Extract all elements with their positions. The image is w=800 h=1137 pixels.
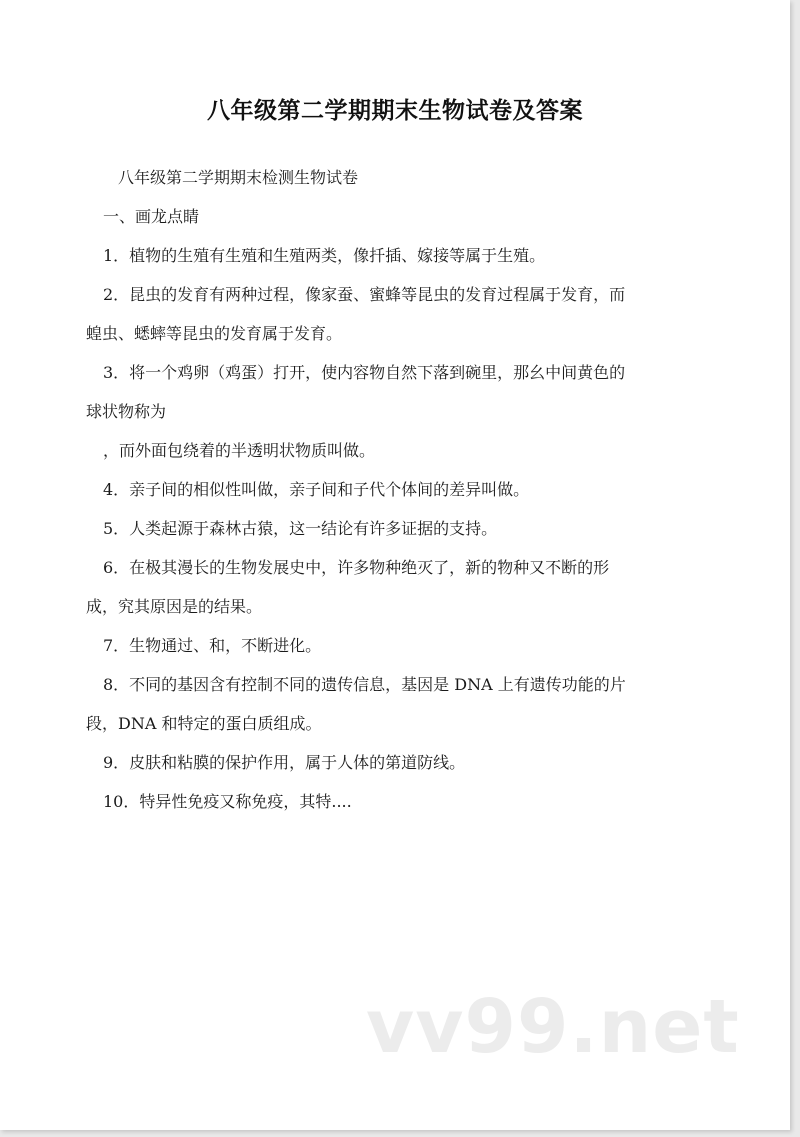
section-heading: 一、画龙点睛: [103, 207, 200, 226]
question-text: 10．特异性免疫又称免疫，其特....: [103, 792, 352, 811]
question-text: 3．将一个鸡卵（鸡蛋）打开，使内容物自然下落到碗里，那幺中间黄色的: [103, 363, 626, 382]
question-7: [86, 634, 706, 658]
document-body: [86, 166, 706, 829]
question-continuation: 段，DNA 和特定的蛋白质组成。: [86, 714, 322, 733]
question-continuation: 成，究其原因是的结果。: [86, 597, 263, 616]
question-8: [86, 673, 706, 736]
question-text: ，而外面包绕着的半透明状物质叫做。: [103, 441, 376, 460]
question-9: [86, 751, 706, 775]
question-1: [86, 244, 706, 268]
question-6: [86, 556, 706, 619]
question-text: 2．昆虫的发育有两种过程，像家蚕、蜜蜂等昆虫的发育过程属于发育，而: [103, 285, 626, 304]
question-text: 6．在极其漫长的生物发展史中，许多物种绝灭了，新的物种又不断的形: [103, 558, 610, 577]
question-text: 7．生物通过、和，不断进化。: [103, 636, 322, 655]
question-text: 5．人类起源于森林古猿，这一结论有许多证据的支持。: [103, 519, 498, 538]
question-3-cont: [86, 439, 706, 463]
question-10: [86, 790, 706, 814]
document-subtitle: 八年级第二学期期末检测生物试卷: [118, 168, 359, 187]
question-5: [86, 517, 706, 541]
question-text: 4．亲子间的相似性叫做，亲子间和子代个体间的差异叫做。: [103, 480, 530, 499]
question-4: [86, 478, 706, 502]
document-title: 八年级第二学期期末生物试卷及答案: [207, 98, 583, 124]
question-continuation: 球状物称为: [86, 402, 167, 421]
question-2: [86, 283, 706, 346]
question-text: 8．不同的基因含有控制不同的遗传信息，基因是 DNA 上有遗传功能的片: [103, 675, 626, 694]
question-continuation: 蝗虫、蟋蟀等昆虫的发育属于发育。: [86, 324, 343, 343]
question-text: 9．皮肤和粘膜的保护作用，属于人体的第道防线。: [103, 753, 466, 772]
question-3: [86, 361, 706, 424]
question-text: 1．植物的生殖有生殖和生殖两类，像扦插、嫁接等属于生殖。: [103, 246, 546, 265]
site-watermark: vv99.net: [366, 984, 740, 1070]
